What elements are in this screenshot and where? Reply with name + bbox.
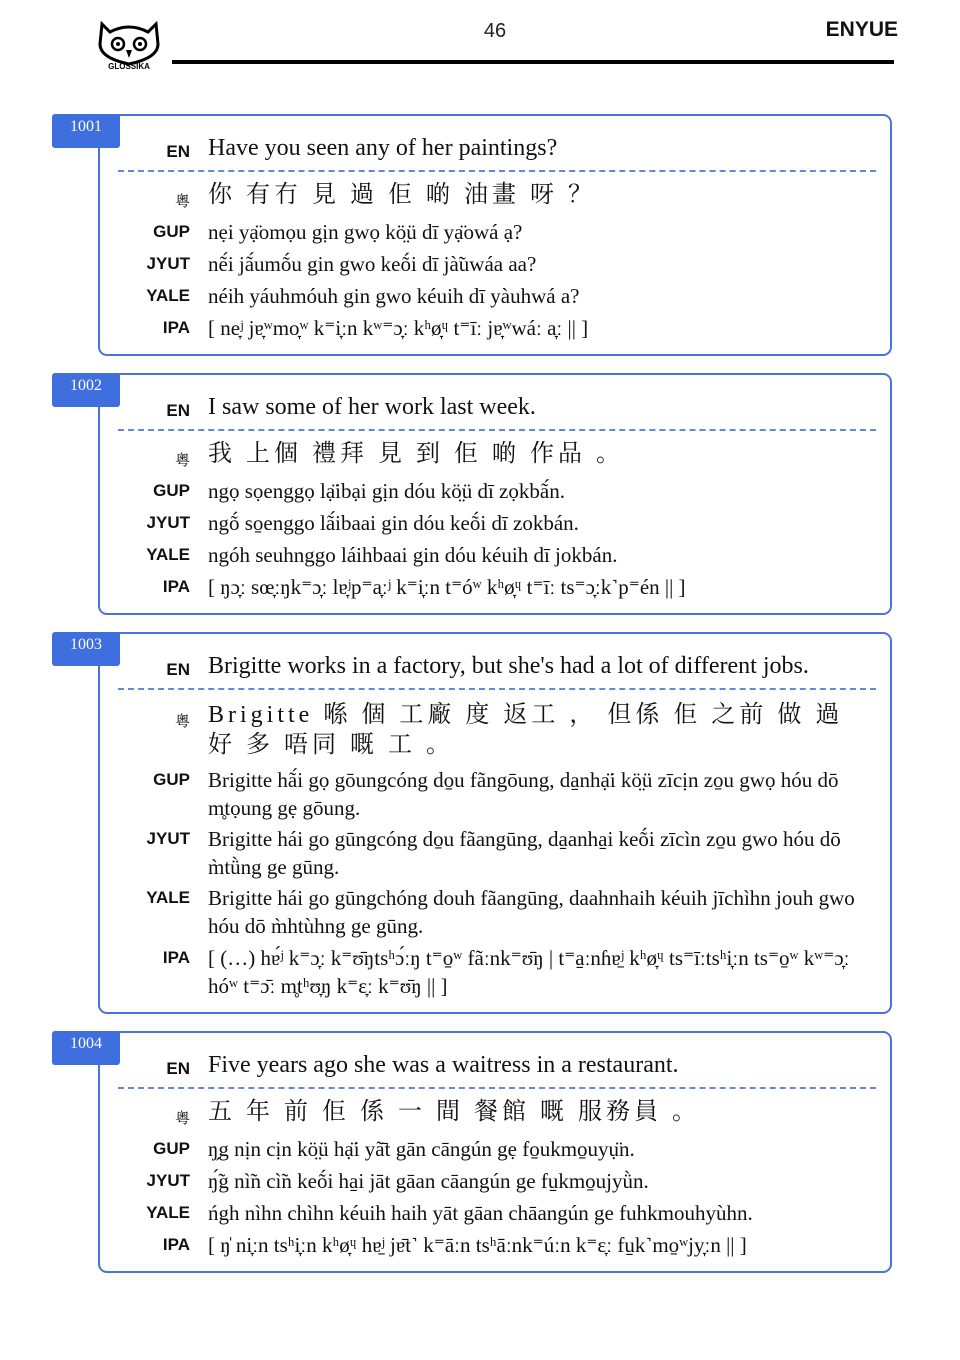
dashed-divider <box>118 170 876 172</box>
label-ipa: IPA <box>162 948 190 967</box>
label-yale: YALE <box>146 286 190 305</box>
cantonese-sentence: Brigitte 喺 個 工廠 度 返工 ， 但係 佢 之前 做 過 好 多 唔同 嘅 工 。 <box>208 702 844 758</box>
yale-romanization: ńgh nìhn chìhn kéuih haih yāt gāan chāangún ge fuhkmouhyùhn. <box>208 1201 753 1225</box>
sentence-card <box>70 114 892 356</box>
english-sentence: Brigitte works in a factory, but she's had a lot of different jobs. <box>208 653 809 679</box>
label-yale: YALE <box>146 888 190 907</box>
sentence-card <box>70 1031 892 1273</box>
label-jyut: JYUT <box>146 513 190 532</box>
page-header <box>0 0 960 80</box>
english-sentence: I saw some of her work last week. <box>208 394 536 420</box>
glossika-owl-logo-icon <box>96 18 162 70</box>
jyutping-romanization: Brigitte hái go gūngcóng do̱u fãangūng, da̱anha̱i keṍi zīcìn zo̱u gwo hóu dō m̀tǜng ge gūng. <box>208 827 841 879</box>
label-jyut: JYUT <box>146 829 190 848</box>
gup-romanization: nẹi yạ̈omọu gịn gwọ kö̤ü dī yạ̈owá ạ? <box>208 220 523 244</box>
label-gup: GUP <box>153 770 190 789</box>
english-sentence: Have you seen any of her paintings? <box>208 135 558 161</box>
header-rule <box>172 60 894 64</box>
jyutping-romanization: nẽ́i jã́umṍu gin gwo keṍi dī jà̃uwáa aa? <box>208 252 537 276</box>
sentence-number-tab: 1003 <box>52 632 120 666</box>
label-ipa: IPA <box>162 318 190 337</box>
jyutping-romanization: ŋ̃́g nì̃n cì̃n keṍi ha̱i jāt gāan cāangún ge fu̱kmo̱ujyǜn. <box>208 1169 649 1193</box>
label-ipa: IPA <box>162 577 190 596</box>
book-code: ENYUE <box>825 18 898 41</box>
label-jyut: JYUT <box>146 1171 190 1190</box>
ipa-transcription: [ ne̞ʲ jɐ̞ʷmo̞ʷ k⁼i̞ːn kʷ⁼ɔ̞ː kʰø̞ᶣ t⁼īː jɐ̞ʷwáː a̞ː || ] <box>208 316 589 340</box>
cantonese-sentence: 五 年 前 佢 係 一 間 餐館 嘅 服務員 。 <box>208 1099 700 1125</box>
sentence-number-tab: 1002 <box>52 373 120 407</box>
label-ipa: IPA <box>162 1235 190 1254</box>
dashed-divider <box>118 1087 876 1089</box>
sentence-card <box>70 632 892 1014</box>
ipa-transcription: [ ŋɔ̞ː sœ̞ːŋk⁼ɔ̞ː lɐ̞ʲp⁼a̞ːʲ k⁼i̞ːn t⁼óʷ kʰø̞ᶣ t⁼īː ts⁼ɔ̞ːk˺p⁼én || ] <box>208 575 686 599</box>
dashed-divider <box>118 688 876 690</box>
english-sentence: Five years ago she was a waitress in a restaurant. <box>208 1052 679 1078</box>
gup-romanization: ŋ̗g nịn cịn kö̤ü hạ̈i yã̄t gān cāngún gẹ fo̱ukmo̱uyụ̈n. <box>208 1137 635 1161</box>
ipa-transcription: [ (…) hɐ́ʲ k⁼ɔ̞ː k⁼ʊ̄ŋtsʰɔ́ːŋ t⁼o̱ʷ fãːnk⁼ʊ̄ŋ | t⁼a̱ːnɦɐ̱ʲ kʰø̞ᶣ ts⁼īːtsʰi̞ːn ts⁼o̱ʷ kʷ⁼ɔ̞ː hóʷ t⁼ɔ̄ː m̥tʰʊ̞ŋ k⁼ɛ̞ː k⁼ʊ̄ŋ || ] <box>208 946 850 998</box>
label-en: EN <box>166 401 190 420</box>
page-number: 46 <box>483 20 507 42</box>
yale-romanization: Brigitte hái go gūngchóng douh fãangūng, daahnhaih kéuih jīchìhn jouh gwo hóu dō m̀htùhng ge gūng. <box>208 886 855 938</box>
sentence-number-tab: 1001 <box>52 114 120 148</box>
label-en: EN <box>166 660 190 679</box>
dashed-divider <box>118 429 876 431</box>
label-en: EN <box>166 142 190 161</box>
label-yale: YALE <box>146 545 190 564</box>
label-cantonese: 粵 <box>174 192 190 210</box>
jyutping-romanization: ngṍ so̱enggo lã́ibaai gin dóu keṍi dī zokbán. <box>208 511 579 535</box>
label-yale: YALE <box>146 1203 190 1222</box>
label-en: EN <box>166 1059 190 1078</box>
label-gup: GUP <box>153 222 190 241</box>
ipa-transcription: [ ŋ̍ ni̞ːn tsʰi̞ːn kʰø̞ᶣ hɐ̱ʲ jɐ̄t˺ k⁼āːn tsʰāːnk⁼úːn k⁼ɛ̞ː fu̱k˺mo̱ʷjy̞ːn || ] <box>208 1233 747 1257</box>
gup-romanization: ngọ sọenggọ lạ̈ibại gịn dóu kö̤ü dī zọkbã́n. <box>208 479 565 503</box>
label-jyut: JYUT <box>146 254 190 273</box>
gup-romanization: Brigitte hã́i gọ gōungcóng do̱u fãngōung, da̱nhạ̈i kö̤ü zīcịn zo̱u gwọ hóu dō m̥tọung gẹ gōung. <box>208 768 839 820</box>
label-gup: GUP <box>153 1139 190 1158</box>
cantonese-sentence: 你 有冇 見 過 佢 啲 油畫 呀 ？ <box>208 182 596 208</box>
sentence-number-tab: 1004 <box>52 1031 120 1065</box>
svg-text:GLOSSIKA: GLOSSIKA <box>108 62 150 70</box>
sentence-card <box>70 373 892 615</box>
label-cantonese: 粵 <box>174 712 190 730</box>
label-cantonese: 粵 <box>174 451 190 469</box>
yale-romanization: ngóh seuhnggo láihbaai gin dóu kéuih dī jokbán. <box>208 543 618 567</box>
cantonese-sentence: 我 上個 禮拜 見 到 佢 啲 作品 。 <box>208 441 624 467</box>
yale-romanization: néih yáuhmóuh gin gwo kéuih dī yàuhwá a? <box>208 284 580 308</box>
label-gup: GUP <box>153 481 190 500</box>
label-cantonese: 粵 <box>174 1109 190 1127</box>
